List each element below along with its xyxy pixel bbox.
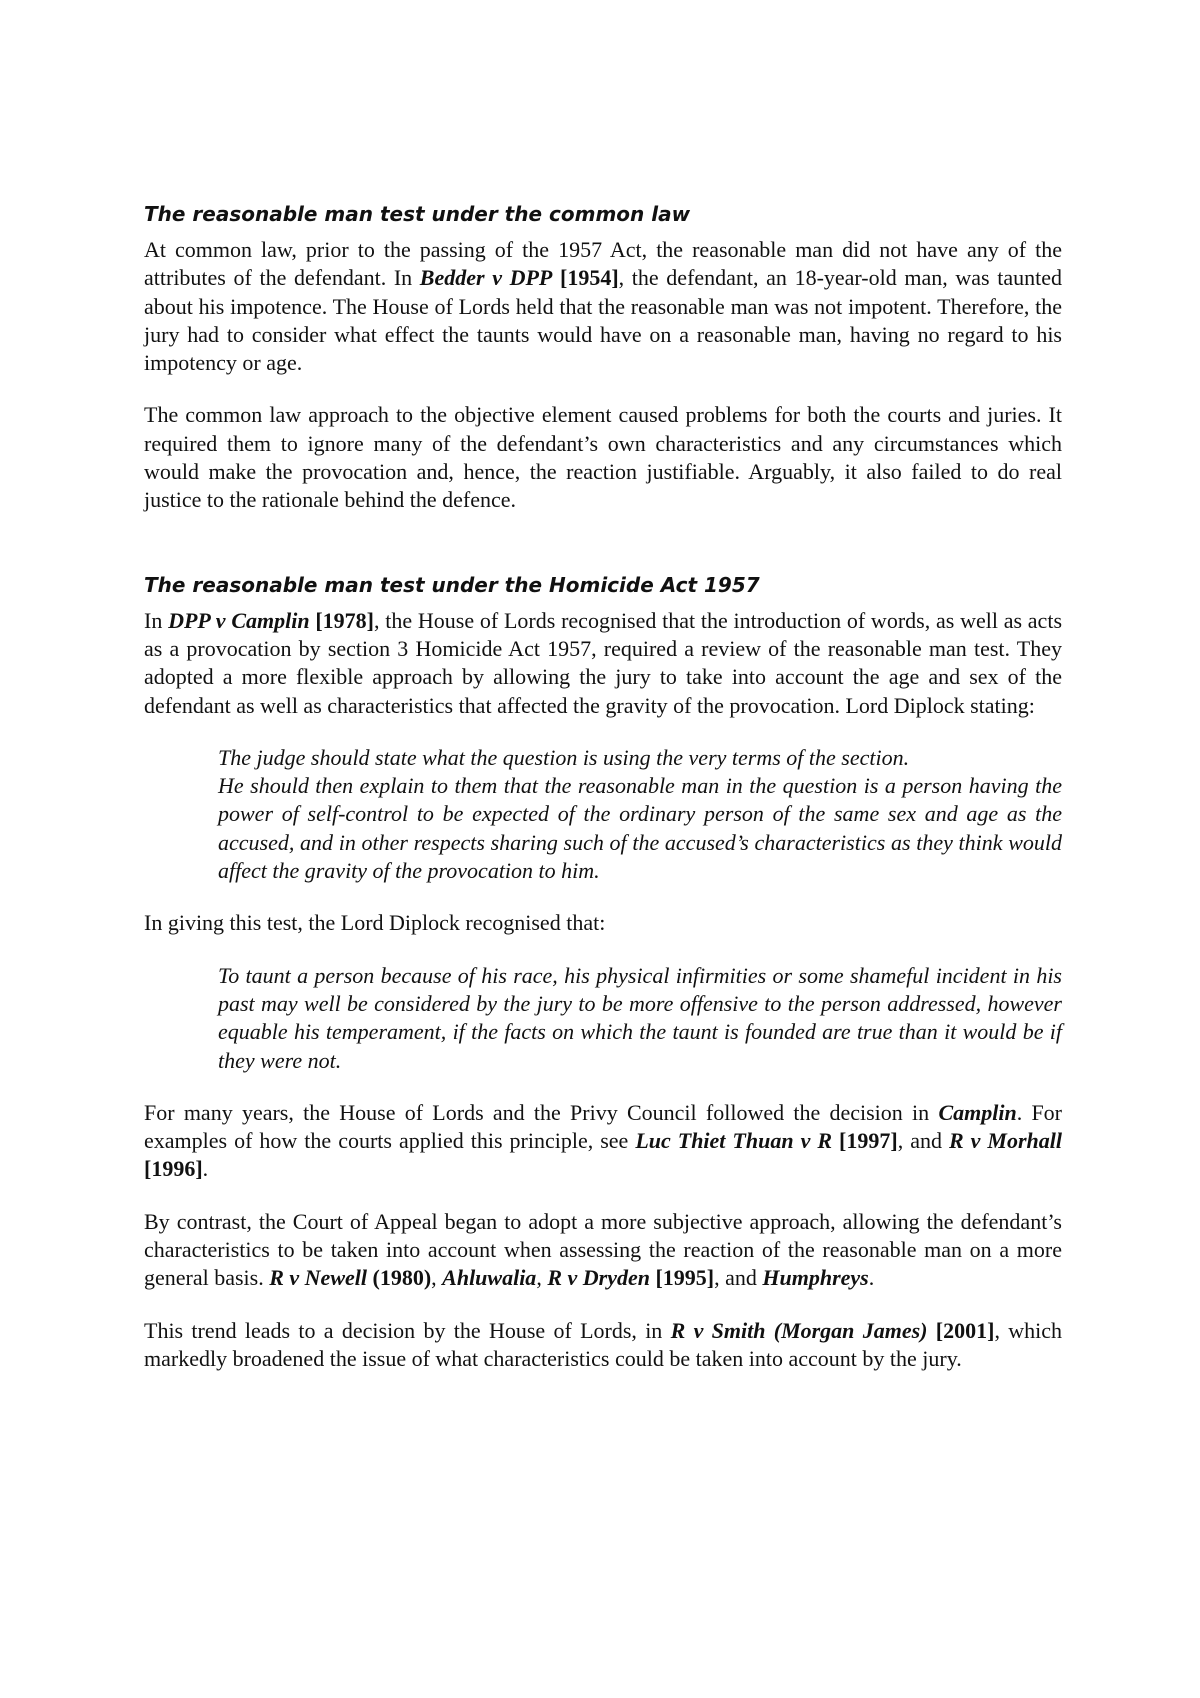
paragraph-diplock-recognised: In giving this test, the Lord Diplock recognised that: [144, 910, 606, 936]
quote-lord-diplock-taunt: To taunt a person because of his race, his physical infirmities or some shameful incident in his past may well be considered by the jury to be more offensive to the person addressed, however equable his temperament, if the facts on which the taunt is founded are true than it would be if they were not. [218, 962, 1062, 1073]
case-name-dryden: R v Dryden [547, 1265, 650, 1291]
document-page [144, 200, 1062, 1397]
case-year: [1995] [649, 1265, 715, 1291]
quote-line: He should then explain to them that the reasonable man in the question is a person having the power of self-control to be expected of the ordinary person of the same sex and age as the accused, and in other respects sharing such of the accused’s characteristics as they think would affect the gravity of the provocation to him. [218, 773, 1062, 884]
quote-lord-diplock-test [218, 744, 1062, 885]
paragraph-common-law-problems: The common law approach to the objective element caused problems for both the courts and juries. It required them to ignore many of the defendant’s own characteristics and any circumstances which would make the provocation and, hence, the reaction justifiable. Arguably, it also failed to do real justice to the rationale behind the defence. [144, 402, 1062, 513]
paragraph-camplin [144, 607, 1062, 720]
section-heading-homicide-act: The reasonable man test under the Homicide Act 1957 [144, 572, 760, 597]
paragraph-followed-camplin [144, 1099, 1062, 1184]
quote-line: The judge should state what the question is using the very terms of the section. [218, 744, 910, 770]
text-run: . [202, 1156, 209, 1182]
text-run: , [431, 1265, 443, 1291]
text-run: , the House of Lords recognised that the introduction of words, as well as acts as a provocation by section 3 Homicide Act 1957, required a review of the reasonable man test. They adopted a more flexible approach by allowing the jury to take into account the age and sex of the defendant as well as characteristics that affected the gravity of the provocation. Lord Diplock stating: [144, 607, 1062, 718]
case-name-camplin: Camplin [938, 1099, 1017, 1125]
case-name-newell: R v Newell [269, 1265, 367, 1291]
text-run: By contrast, the Court of Appeal began to adopt a more subjective approach, allowing the defendant’s characteristics to be taken into account when assessing the reaction of the reasonable man on a more general basis. [144, 1208, 1062, 1291]
text-run: , and [897, 1128, 949, 1154]
case-name-humphreys: Humphreys [762, 1265, 869, 1291]
case-year: [1954] [552, 265, 619, 291]
case-name-ahluwalia: Ahluwalia [442, 1265, 537, 1291]
case-year: [2001] [927, 1317, 995, 1343]
case-year: [1978] [309, 607, 375, 633]
case-name-bedder: Bedder v DPP [419, 265, 553, 291]
case-year: (1980) [367, 1265, 432, 1291]
text-run: , which markedly broadened the issue of what characteristics could be taken into account by the jury. [144, 1317, 1062, 1371]
text-run: At common law, prior to the passing of the 1957 Act, the reasonable man did not have any of the attributes of the defendant. In [144, 237, 1062, 291]
case-name-morhall: R v Morhall [948, 1128, 1063, 1154]
text-run: , and [714, 1265, 763, 1291]
case-name-luc-thiet-thuan: Luc Thiet Thuan v R [635, 1128, 833, 1154]
case-name-smith: R v Smith (Morgan James) [670, 1317, 928, 1343]
case-name-camplin: DPP v Camplin [168, 607, 310, 633]
case-year: [1997] [832, 1128, 898, 1154]
text-run: . [868, 1265, 875, 1291]
text-run: This trend leads to a decision by the House of Lords, in [144, 1317, 671, 1343]
case-year: [1996] [144, 1156, 203, 1182]
section-heading-common-law: The reasonable man test under the common law [144, 202, 691, 226]
paragraph-common-law-bedder [144, 236, 1062, 377]
text-run: , the defendant, an 18-year-old man, was taunted about his impotence. The House of Lords held that the reasonable man was not impotent. Therefore, the jury had to consider what effect the taunts would have on a reasonable man, having no regard to his impotency or age. [144, 265, 1062, 376]
paragraph-court-of-appeal [144, 1208, 1062, 1293]
paragraph-smith [144, 1317, 1062, 1374]
text-run: For many years, the House of Lords and the Privy Council followed the decision in [144, 1099, 939, 1125]
text-run: . For examples of how the courts applied this principle, see [144, 1099, 1063, 1154]
text-run: , [536, 1265, 548, 1291]
text-run: In [144, 607, 169, 633]
